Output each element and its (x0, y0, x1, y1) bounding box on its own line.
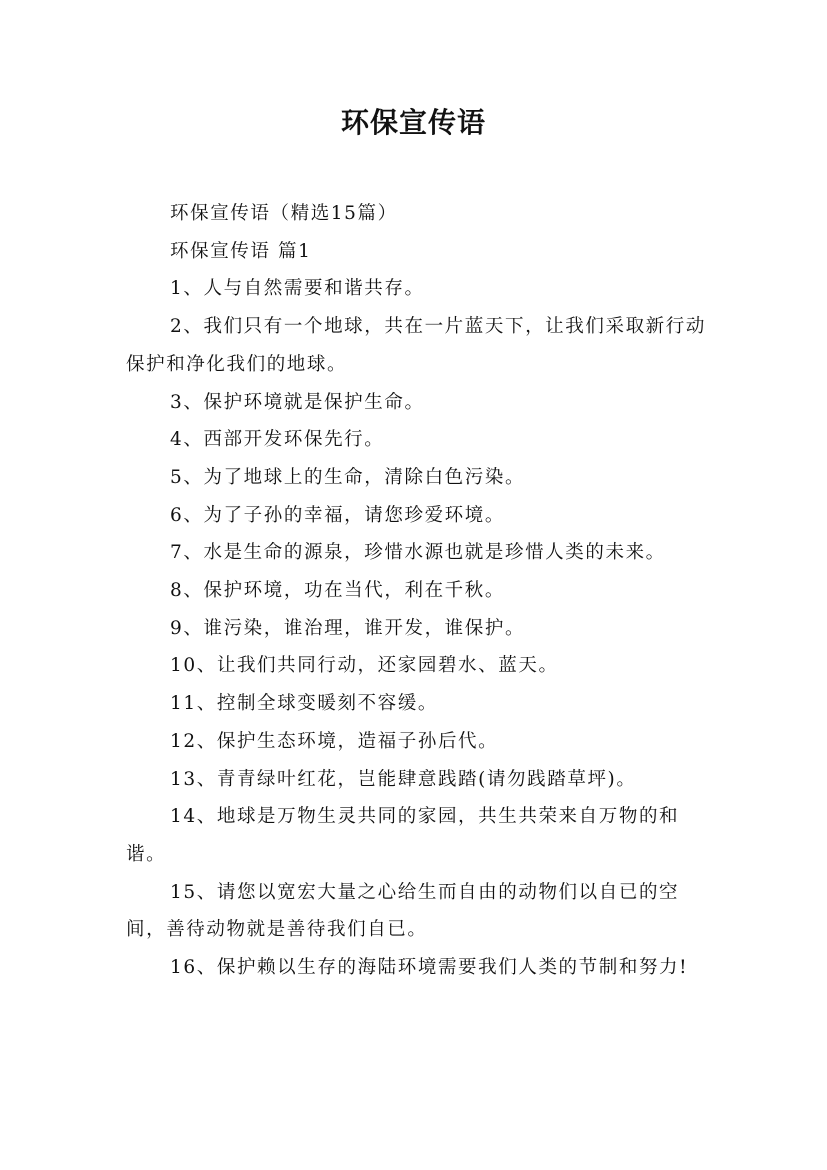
slogan-item: 2、我们只有一个地球，共在一片蓝天下，让我们采取新行动保护和净化我们的地球。 (126, 316, 706, 375)
slogan-item: 10、让我们共同行动，还家园碧水、蓝天。 (170, 655, 559, 677)
slogan-item: 11、控制全球变暖刻不容缓。 (170, 693, 438, 715)
slogan-item: 8、保护环境，功在当代，利在千秋。 (170, 580, 505, 602)
slogan-item: 6、为了子孙的幸福，请您珍爱环境。 (170, 504, 505, 526)
slogan-item: 13、青青绿叶红花，岂能肆意践踏(请勿践踏草坪)。 (170, 768, 637, 790)
slogan-item: 14、地球是万物生灵共同的家园，共生共荣来自万物的和谐。 (126, 806, 680, 865)
subtitle: 环保宣传语（精选15篇） (170, 203, 398, 224)
slogan-item: 15、请您以宽宏大量之心给生而自由的动物们以自已的空间，善待动物就是善待我们自已。 (126, 881, 680, 941)
slogan-item: 4、西部开发环保先行。 (170, 429, 385, 451)
document-title: 环保宣传语 (340, 106, 486, 139)
slogan-item: 1、人与自然需要和谐共存。 (170, 278, 425, 300)
slogan-item: 9、谁污染，谁治理，谁开发，谁保护。 (170, 617, 526, 639)
slogan-item: 3、保护环境就是保护生命。 (170, 391, 425, 413)
slogan-item: 7、水是生命的源泉，珍惜水源也就是珍惜人类的未来。 (170, 542, 666, 564)
slogan-item: 12、保护生态环境，造福子孙后代。 (170, 730, 499, 752)
slogan-item: 16、保护赖以生存的海陆环境需要我们人类的节制和努力! (170, 957, 689, 979)
section-heading: 环保宣传语 篇1 (170, 240, 312, 262)
document-body (126, 195, 706, 987)
slogan-item: 5、为了地球上的生命，清除白色污染。 (170, 466, 526, 488)
